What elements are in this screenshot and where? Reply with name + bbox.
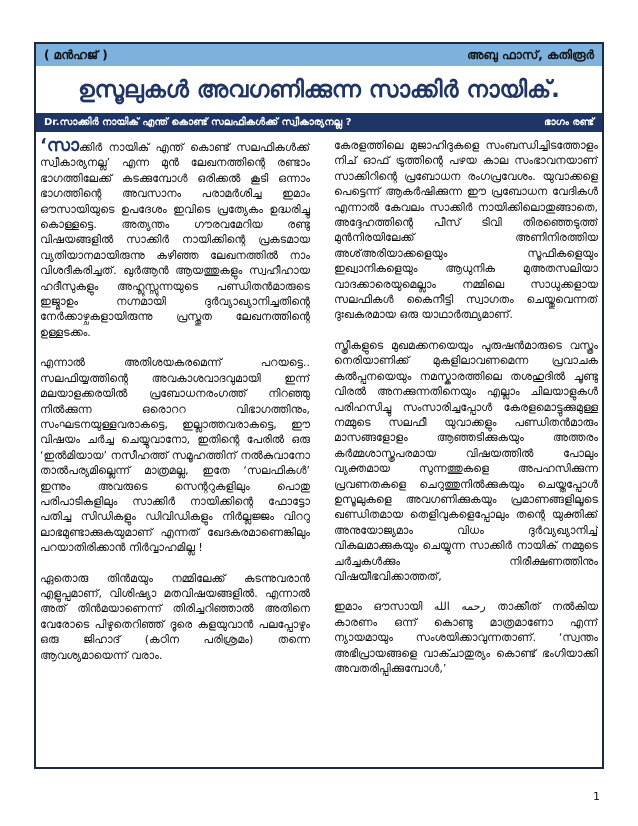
paragraph: ഏതൊരു തിൻമയും നമ്മിലേക്ക് കടന്നുവരാൻ എളുപ്പമാണ്, വിശിഷ്യാ മതവിഷയങ്ങളിൽ. എന്നാൽ അത് തിൻമയാണെന്ന് തിരിച്ചറിഞ്ഞാൽ അതിനെ വേരോടെ പിഴുതെറിഞ്ഞ് ദൂരെ കളയുവാൻ പലപ്പോഴും ഒരു ജിഹാദ് (കഠിന പരിശ്രമം) തന്നെ ആവശ്യമായെന്ന് വരാം. bbox=[40, 571, 310, 662]
article-title: ഉസൂലുകൾ അവഗണിക്കുന്ന സാക്കിർ നായിക്. bbox=[78, 77, 560, 103]
dropcap: ‘സാ bbox=[40, 138, 80, 156]
right-column bbox=[334, 138, 598, 764]
header-bar bbox=[36, 44, 602, 66]
header-section: ( മൻഹജ് ) bbox=[44, 47, 108, 62]
paragraph: ഇമാം ഔസായി رحمه الله താക്കീത് നൽകിയ കാരണം ഒന്ന് കൊണ്ടു മാത്രമാണോ എന്ന് ന്യായമായും സംശയിക്കാവുന്നതാണ്. ‘സ്വന്തം അഭിപ്രായങ്ങളെ വാക്ചാതുര്യം കൊണ്ട് ഭംഗിയാക്കി അവതരിപ്പിക്കുമ്പോൾ,’ bbox=[334, 600, 598, 675]
subheader-part: ഭാഗം രണ്ട് bbox=[544, 117, 594, 128]
page-number: 1 bbox=[593, 790, 600, 803]
subheader-question: Dr.സാക്കിർ നായിക് എന്ത് കൊണ്ട് സലഫികൾക്ക് സ്വീകാര്യനല്ല ? bbox=[44, 117, 352, 128]
left-column bbox=[40, 138, 310, 764]
paragraph bbox=[40, 138, 310, 340]
header-author: അബു ഫാസ്, കതിരൂർ bbox=[467, 47, 594, 62]
subheader-bar bbox=[36, 113, 602, 132]
paragraph: എന്നാൽ അതിശയകരമെന്ന് പറയട്ടെ.. സലഫിയ്യത്തിന്റെ അവകാശവാദവുമായി ഇന്ന് മലയാളക്കരയിൽ പ്രബോധനരംഗത്ത് നിറഞ്ഞു നിൽക്കുന്ന ഒരൊററ വിഭാഗത്തിനും, സംഘടനയുള്ളവരാകട്ടെ, ഇല്ലാത്തവരാകട്ടെ, ഈ വിഷയം ചർച്ച ചെയ്യുവാനോ, ഇതിന്റെ പേരിൽ ഒരു ‘ഇൽമിയായ’ നസീഹത്ത് സമൂഹത്തിന് നൽകുവാനോ താൽപര്യമില്ലെന്ന് മാത്രമല്ല, ഇതേ ‘സലഫികൾ’ ഇന്നും അവരുടെ സെന്ററുകളിലും പൊതു പരിപാടികളിലും സാക്കിർ നായിക്കിന്റെ ഫോട്ടോ പതിച്ച സിഡികളും ഡിവിഡികളും നിർല്ലജ്ജം വിററു ലാഭമുണ്ടാക്കുകയുമാണ് എന്നത് ഖേദകരമാണെങ്കിലും പറയാതിരിക്കാൻ നിർവ്വാഹമില്ല ! bbox=[40, 356, 310, 555]
paragraph: സ്ത്രീകളുടെ മുഖമക്കനയെയും പുരുഷൻമാരുടെ വസ്ത്രം നെരിയാണിക്ക് മുകളിലാവണമെന്ന പ്രവാചക കൽപ്പനയെയും നമസ്കാരത്തിലെ തശഹുദിൽ ചൂണ്ടു വിരൽ അനക്കുന്നതിനെയും എല്ലാം ചിലയാളുകൾ പരിഹസിച്ചു സംസാരിച്ചപ്പോൾ കേരളമൊട്ടുക്കുമുള്ള നമ്മുടെ സലഫീ യുവാക്കളും പണ്ഡിതൻമാരും മാസങ്ങളോളം ആഞ്ഞടിക്കുകയും അത്തരം കർമ്മശാസ്ത്രപരമായ വിഷയത്തിൽ പോലും വ്യക്തമായ സുന്നത്തുകളെ അപഹസിക്കുന്ന പ്രവണതകളെ ചെറുത്തുനിൽക്കുകയും ചെയ്തപ്പോൾ ഉസൂലുകളെ അവഗണിക്കുകയും പ്രമാണങ്ങളിലൂടെ ഖണ്ഡിതമായ തെളിവുകളെപ്പോലും തന്റെ യുക്തിക്ക് അനുയോജ്യമാം വിധം ദുർവ്യഖ്യാനിച്ച് വികലമാക്കുകയും ചെയ്യുന്ന സാക്കിർ നായിക് നമ്മുടെ ചർച്ചകൾക്കും നിരീക്ഷണത്തിനും വിഷയീഭവിക്കാത്തത്, bbox=[334, 338, 598, 583]
paragraph-text: ക്കിർ നായിക് എന്ത് കൊണ്ട് സലഫികൾക്ക് സ്വീകാര്യനല്ല’ എന്ന മുൻ ലേഖനത്തിന്റെ രണ്ടാം ഭാഗത്തിലേക്ക് കടക്കുമ്പോൾ ഒരിക്കൽ കൂടി ഒന്നാം ഭാഗത്തിന്റെ അവസാനം പരാമർശിച്ച ഇമാം ഔസായിയുടെ ഉപദേശം ഇവിടെ പ്രത്യേകം ഉദ്ധരിച്ചു കൊള്ളട്ടെ. അത്യന്തം ഗൗരവമേറിയ രണ്ടു വിഷയങ്ങളിൽ സാക്കിർ നായിക്കിന്റെ പ്രകടമായ വ്യതിയാനമായിരുന്നു കഴിഞ്ഞ ലേഖനത്തിൽ നാം വിശദീകരിച്ചത്. ഖുർആൻ ആയത്തുകളും സ്വഹീഹായ ഹദീസുകളും അഹ്ലുസ്സുന്നയുടെ പണ്ഡിതൻമാരുടെ ഇജ്മാഉം നഗ്നമായി ദുർവ്യാഖ്യാനിച്ചതിന്റെ നേർക്കാഴ്ചകളായിരുന്നു പ്രസ്തുത ലേഖനത്തിന്റെ ഉള്ളടക്കം. bbox=[40, 141, 310, 339]
paragraph: കേരളത്തിലെ മുജാഹിദുകളെ സംബന്ധിച്ചിടത്തോളം നിച് ഓഫ് ട്രുത്തിന്റെ പഴയ കാല സംഭാവനയാണ് സാക്കിറിന്റെ പ്രബോധന രംഗപ്രവേശം. യുവാക്കളെ പെട്ടെന്ന് ആകർഷിക്കുന്ന ഈ പ്രബോധന വേദികൾ എന്നാൽ കേവലം സാക്കിർ നായിക്കിലൊതുങ്ങാതെ, അദ്ദേഹത്തിന്റെ പീസ് ടിവി തിരഞ്ഞെടുത്ത് മുൻനിരയിലേക്ക് അണിനിരത്തിയ അശ്അരിയാക്കളെയും സൂഫികളെയും ഇഖ്വാനികളെയും ആധുനിക മുഅതസലിയാ വാദക്കാരെയുമെല്ലാം നമ്മിലെ സാധുക്കളായ സലഫികൾ കൈനീട്ടി സ്വാഗതം ചെയ്തുവെന്നത് ദുഃഖകരമായ ഒരു യാഥാർത്ഥ്യമാണ്. bbox=[334, 139, 598, 322]
